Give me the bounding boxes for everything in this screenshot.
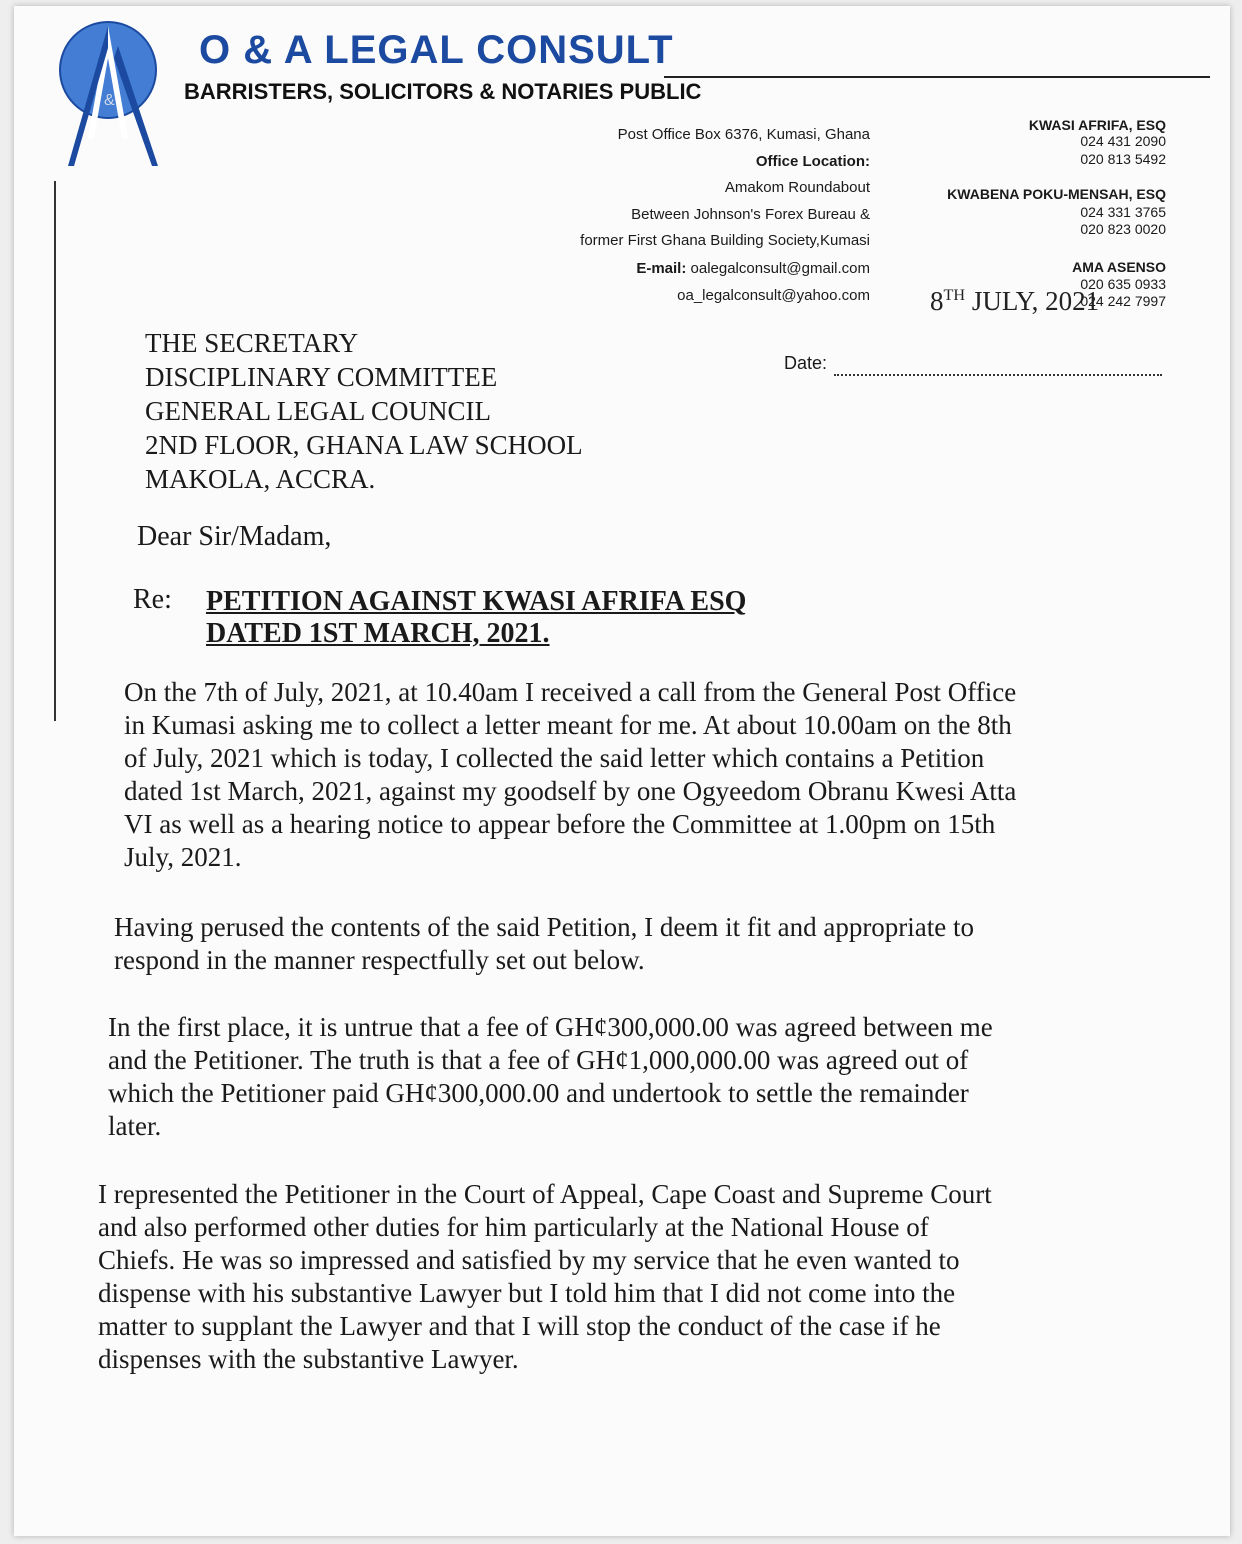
paragraph-line: matter to supplant the Lawyer and that I will stop the conduct of the case if he [98,1311,941,1341]
addressee-line-1: THE SECRETARY [145,328,359,358]
paragraph-line: dated 1st March, 2021, against my goodself by one Ogyeedom Obranu Kwesi Atta [124,776,1017,806]
address-line-3: former First Ghana Building Society,Kumasi [580,232,870,249]
paragraph-line: of July, 2021 which is today, I collected the said letter which contains a Petition [124,743,985,773]
letter-date [930,286,1099,317]
email-2: oa_legalconsult@yahoo.com [677,287,870,304]
address-office-location-label: Office Location: [755,153,870,170]
paragraph-3 [108,1011,1098,1143]
email-label: E-mail: [636,260,687,277]
partner-1-phone-2: 020 813 5492 [1080,151,1166,167]
paragraph-line: and also performed other duties for him particularly at the National House of [98,1212,929,1242]
paragraph-4 [98,1178,1098,1376]
logo-ampersand: & [104,92,115,109]
addressee-line-4: 2ND FLOOR, GHANA LAW SCHOOL [145,430,583,460]
date-month-year: JULY, 2021 [965,286,1100,316]
partner-2-phone-2: 020 823 0020 [1080,221,1166,237]
addressee-block [145,326,583,496]
paragraph-line: which the Petitioner paid GH¢300,000.00 and undertook to settle the remainder [108,1078,969,1108]
paragraph-line: Having perused the contents of the said Petition, I deem it fit and appropriate to [114,912,975,942]
paragraph-line: Chiefs. He was so impressed and satisfied by my service that he even wanted to [98,1245,960,1275]
margin-line [54,181,56,721]
partner-1-name: KWASI AFRIFA, ESQ [1028,117,1166,133]
addressee-line-2: DISCIPLINARY COMMITTEE [145,362,498,392]
email-1: oalegalconsult@gmail.com [690,260,870,277]
paragraph-2 [114,911,1096,977]
email-line-1 [636,260,870,277]
firm-subtitle: BARRISTERS, SOLICITORS & NOTARIES PUBLIC [184,79,702,104]
addressee-line-3: GENERAL LEGAL COUNCIL [145,396,491,426]
address-po-box: Post Office Box 6376, Kumasi, Ghana [617,126,870,143]
paragraph-line: dispense with his substantive Lawyer but I told him that I did not come into the [98,1278,956,1308]
paragraph-1 [124,676,1106,874]
header-rule [664,76,1210,78]
address-line-2: Between Johnson's Forex Bureau & [631,206,870,223]
partner-2-phone-1: 024 331 3765 [1080,204,1166,220]
paragraph-line: in Kumasi asking me to collect a letter meant for me. At about 10.00am on the 8th [124,710,1012,740]
addressee-line-5: MAKOLA, ACCRA. [145,464,376,494]
partner-3-phone-2: 024 242 7997 [1080,293,1166,309]
re-label: Re: [133,584,172,615]
firm-logo [58,18,168,173]
firm-name: O & A LEGAL CONSULT [199,28,674,72]
paragraph-line: later. [108,1111,162,1141]
paragraph-line: respond in the manner respectfully set out below. [114,945,645,975]
paragraph-line: July, 2021. [124,842,242,872]
paragraph-line: In the first place, it is untrue that a fee of GH¢300,000.00 was agreed between me [108,1012,993,1042]
subject-line-1: PETITION AGAINST KWASI AFRIFA ESQ [206,586,747,617]
partner-2-name: KWABENA POKU-MENSAH, ESQ [947,186,1166,202]
paragraph-line: VI as well as a hearing notice to appear before the Committee at 1.00pm on 15th [124,809,996,839]
partner-1-phone-1: 024 431 2090 [1080,133,1166,149]
date-dotted-line [834,374,1162,376]
paragraph-line: I represented the Petitioner in the Court of Appeal, Cape Coast and Supreme Court [98,1179,992,1209]
subject-line [206,586,746,650]
subject-line-2: DATED 1ST MARCH, 2021. [206,618,550,649]
date-day: 8 [930,286,944,316]
date-day-suffix: TH [943,286,966,304]
partner-3-name: AMA ASENSO [1072,259,1166,275]
partner-3-phone-1: 020 635 0933 [1080,276,1166,292]
paragraph-line: On the 7th of July, 2021, at 10.40am I received a call from the General Post Office [124,677,1017,707]
paragraph-line: dispenses with the substantive Lawyer. [98,1344,519,1374]
paragraph-line: and the Petitioner. The truth is that a fee of GH¢1,000,000.00 was agreed out of [108,1045,969,1075]
letter-page [14,6,1230,1536]
salutation: Dear Sir/Madam, [137,521,332,552]
date-label: Date: [784,353,828,373]
address-line-1: Amakom Roundabout [724,179,870,196]
